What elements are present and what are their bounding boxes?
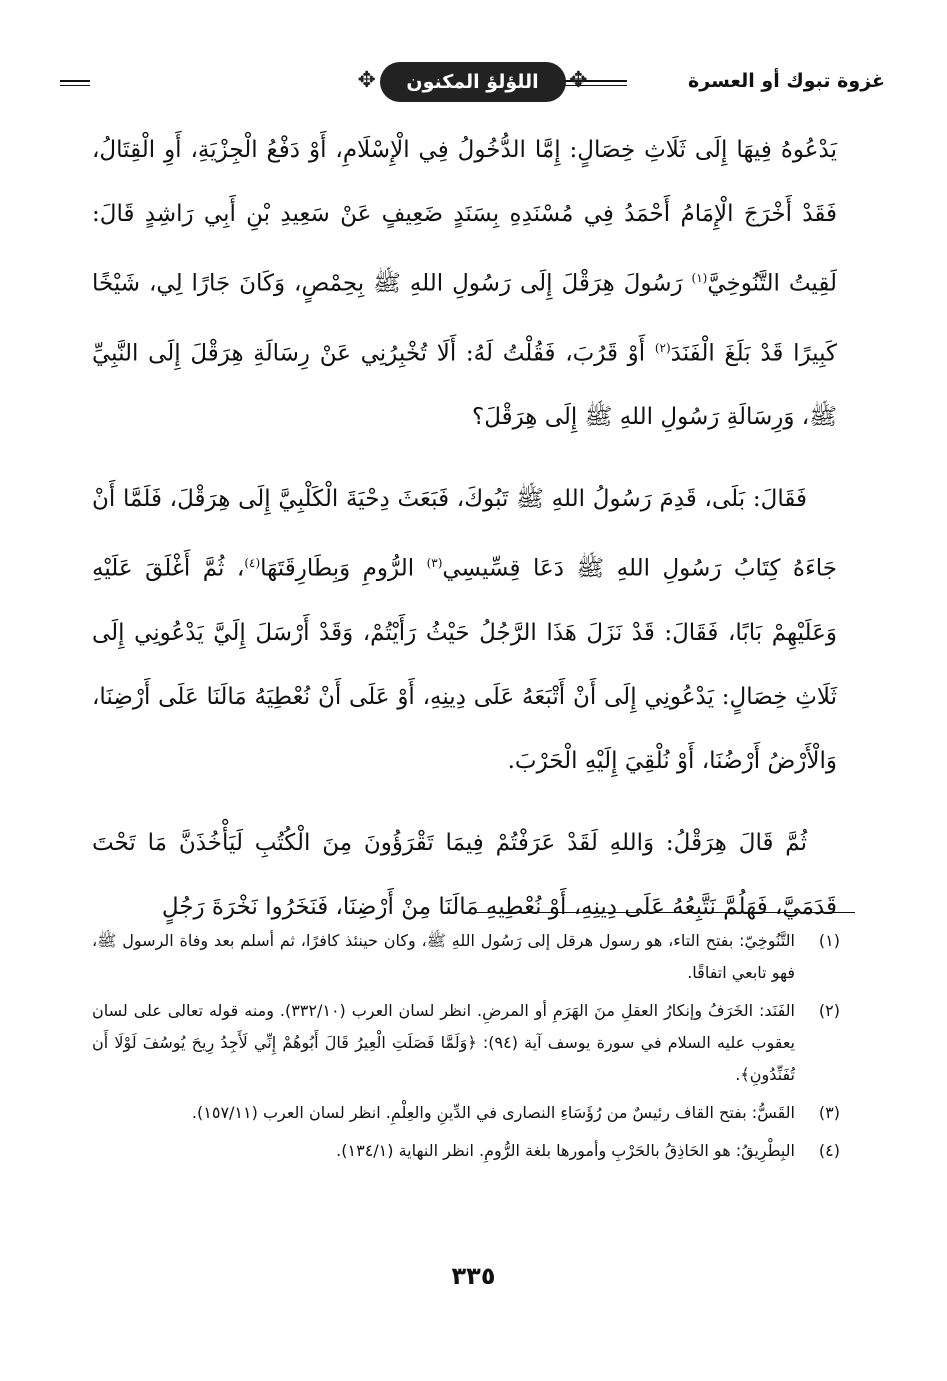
footnote-text: الفَنَد: الخَرَفُ وإنكارُ العقلِ منَ الهَرَمِ أو المرضِ. انظر لسان العرب (٣٣٢/١٠). ومنه قوله تعالى على لسان يعقوب عليه السلام في سورة يوسف آية (٩٤): ﴿وَلَمَّا فَصَلَتِ الْعِيرُ قَالَ أَبُوهُمْ إِنِّي لَأَجِدُ رِيحَ يُوسُفَ لَوْلَا أَن تُفَنِّدُونِ﴾. — [92, 1001, 795, 1084]
paragraph-3: ثُمَّ قَالَ هِرَقْلُ: وَاللهِ لَقَدْ عَرَفْتُمْ فِيمَا تَقْرَؤُونَ مِنَ الْكُتُبِ لَيَأْخُذَنَّ مَا تَحْتَ قَدَمَيَّ، فَهَلُمَّ نَتَّبِعُهُ عَلَى دِينِهِ، أَوْ نُعْطِيهِ مَالَنَا مِنْ أَرْضِنَا، فَنَخَرُوا نَخْرَةَ رَجُلٍ — [92, 829, 837, 920]
book-title-badge — [380, 62, 566, 102]
footnote-text: التَّنُوخِيّ: بفتح التاء، هو رسول هرقل إلى رَسُول اللهِ ﷺ، وكان حينئذ كافرًا، ثم أسلم بعد وفاة الرسول ﷺ، فهو تابعي اتفاقًا. — [92, 931, 795, 982]
chapter-title: غزوة تبوك أو العسرة — [688, 70, 885, 92]
paragraph-2: فَقَالَ: بَلَى، قَدِمَ رَسُولُ اللهِ ﷺ تَبُوكَ، فَبَعَثَ دِحْيَةَ الْكَلْبِيَّ إِلَى هِرَقْلَ، فَلَمَّا أَنْ جَاءَهُ كِتَابُ رَسُولِ اللهِ ﷺ دَعَا قِسِّيسِي$^{(٣)}$ الرُّومِ وَبِطَارِقَتَهَا$^{(٤)}$، ثُمَّ أَغْلَقَ عَلَيْهِ وَعَلَيْهِمْ بَابًا، فَقَالَ: قَدْ نَزَلَ هَذَا الرَّجُلُ حَيْثُ رَأَيْتُمْ، وَقَدْ أَرْسَلَ إِلَيَّ يَدْعُونِي إِلَى ثَلَاثِ خِصَالٍ: يَدْعُونِي إِلَى أَنْ أَتْبَعَهُ عَلَى دِينِهِ، أَوْ عَلَى أَنْ نُعْطِيَهُ مَالَنَا عَلَى أَرْضِنَا، وَالْأَرْضُ أَرْضُنَا، أَوْ نُلْقِيَ إِلَيْهِ الْحَرْبَ. — [92, 486, 837, 774]
footnote-text: القَسُّ: بفتح القاف رئيسٌ من رُؤَسَاءِ النصارى في الدِّينِ والعِلْمِ. انظر لسان العرب (١٥٧/١١). — [191, 1103, 795, 1122]
footnote-number: (٢) — [818, 1001, 840, 1020]
footnote-3 — [92, 1097, 840, 1129]
footnote-ref-3[interactable]: (٣) — [426, 556, 443, 571]
footnote-ref-1[interactable]: (١) — [691, 271, 708, 285]
page-header — [60, 52, 885, 112]
footnotes — [92, 925, 840, 1173]
footnote-ref-4[interactable]: (٤) — [244, 556, 261, 571]
footnote-1 — [92, 925, 840, 989]
footnote-text: البِطْرِيقُ: هو الحَاذِقُ بالحَرْبِ وأمورها بلغة الرُّومِ. انظر النهاية (١٣٤/١). — [336, 1141, 795, 1160]
book-title: ✥ اللؤلؤ المكنون — [406, 71, 539, 93]
footnote-number: (٣) — [818, 1103, 840, 1122]
footnote-ref-2[interactable]: (٢) — [654, 340, 671, 355]
main-text — [92, 118, 837, 957]
footnote-number: (١) — [818, 931, 840, 950]
footnote-4 — [92, 1135, 840, 1167]
footnote-2 — [92, 995, 840, 1091]
header-rule-left — [60, 80, 90, 86]
footnote-number: (٤) — [818, 1141, 840, 1160]
footnote-divider — [475, 912, 855, 913]
paragraph-1: يَدْعُوهُ فِيهَا إِلَى ثَلَاثِ خِصَالٍ: إِمَّا الدُّخُولُ فِي الْإِسْلَامِ، أَوْ دَفْعُ الْجِزْيَةِ، أَوِ الْقِتَالُ، فَقَدْ أَخْرَجَ الْإِمَامُ أَحْمَدُ فِي مُسْنَدِهِ بِسَنَدٍ ضَعِيفٍ عَنْ سَعِيدِ بْنِ أَبِي رَاشِدٍ قَالَ: لَقِيتُ التَّنُوخِيَّ$^{(١)}$ رَسُولَ هِرَقْلَ إِلَى رَسُولِ اللهِ ﷺ بِحِمْصٍ، وَكَانَ جَارًا لِي، شَيْخًا كَبِيرًا قَدْ بَلَغَ الْفَنَدَ$^{(٢)}$ أَوْ قَرُبَ، فَقُلْتُ لَهُ: أَلَا تُخْبِرُنِي عَنْ رِسَالَةِ هِرَقْلَ إِلَى النَّبِيِّ ﷺ، وَرِسَالَةِ رَسُولِ اللهِ ﷺ إِلَى هِرَقْلَ؟ — [92, 137, 837, 431]
page-number: ٣٣٥ — [451, 1262, 496, 1290]
